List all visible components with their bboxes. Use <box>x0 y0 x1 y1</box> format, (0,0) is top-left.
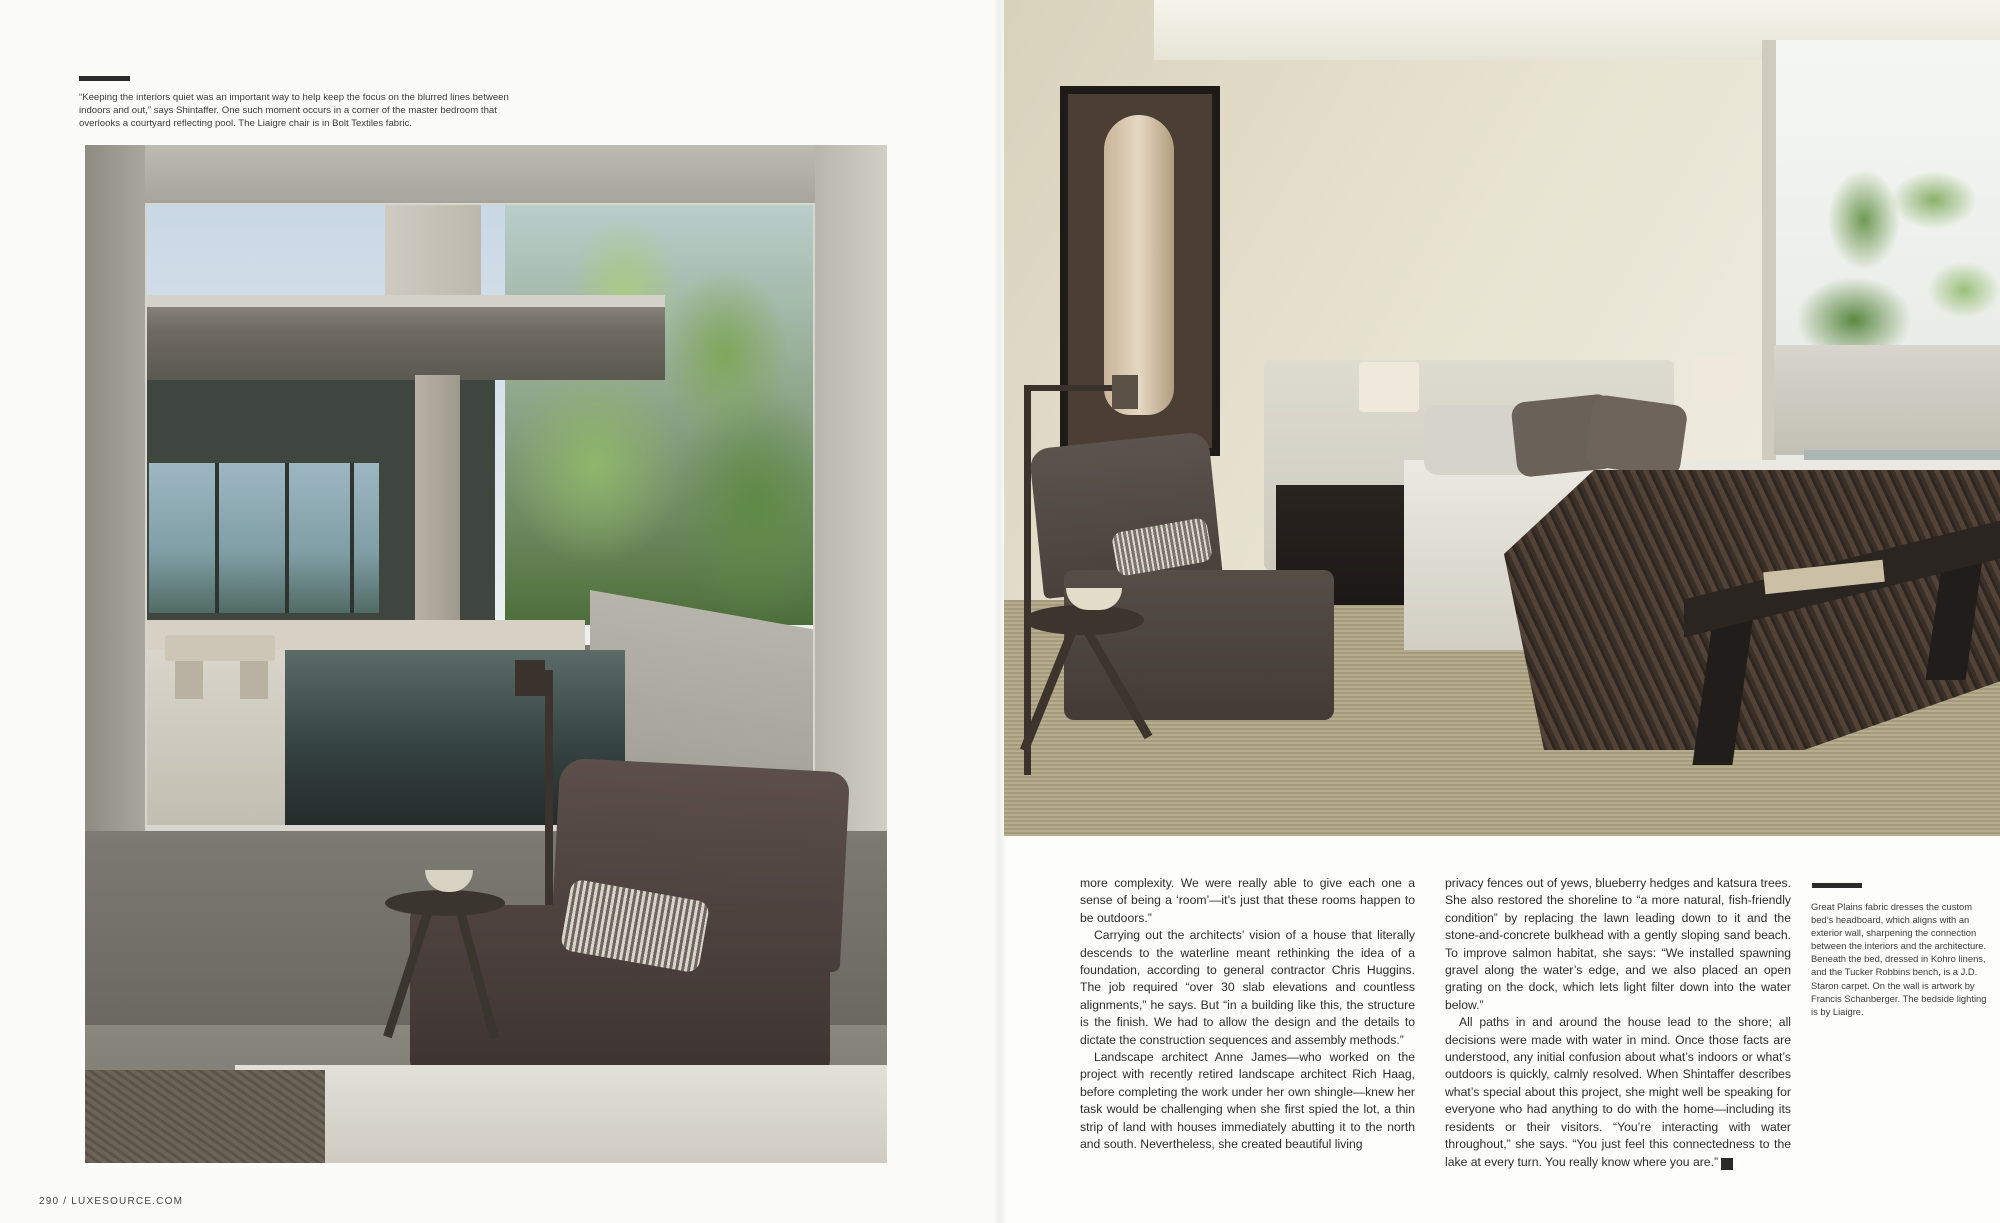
paragraph-text: All paths in and around the house lead to the shore; all decisions were made with water in mind. Once those facts are understood, any initial confusion about what’s indoors or what’s outdoors is quickly, calmly resolved. When Shintaffer describes what’s special about this project, she might well be speaking for everyone who had anything to do with the home—including its residents or their visitors. “You’re interacting with water throughout,” she says. “You just feel this connectedness to the lake at every turn. You really know where you are.” <box>1445 1015 1791 1169</box>
paragraph: Landscape architect Anne James—who worked on the project with recently retired landscape architect Rich Haag, before completing the work under her own shingle—knew her task would be challenging when she first spied the lot, a thin strip of land with houses immediately abutting it to the north and south. Nevertheless, she created beautiful living <box>1080 1050 1415 1152</box>
bedside-lamp <box>1694 355 1739 400</box>
wall-soffit <box>85 145 887 203</box>
folio-separator: / <box>63 1196 68 1207</box>
window-frame <box>141 199 819 831</box>
article-column-1 <box>1080 875 1415 1154</box>
paragraph-final <box>1445 1014 1791 1171</box>
floor-lamp <box>545 670 553 920</box>
bed-corner <box>235 1065 887 1163</box>
exterior-concrete-wall <box>1774 345 2000 455</box>
ivy <box>1794 140 2000 360</box>
throw-blanket <box>85 1070 325 1163</box>
photo-caption-right: Great Plains fabric dresses the custom bed’s headboard, which aligns with an exterior wall, sharpening the connection between the interiors and the architecture. Beneath the bed, dressed in Kohro linens, and the Tucker Robbins bench, is a J.D. Staron carpet. On the wall is artwork by Francis Schanberger. The bedside lighting is by Liaigre. <box>1811 901 1987 1017</box>
master-bedroom-photo <box>1004 0 2000 836</box>
caption-rule <box>1812 883 1862 888</box>
end-mark-icon: L <box>1721 1158 1733 1170</box>
folio-site: LUXESOURCE.COM <box>71 1196 184 1207</box>
folio <box>39 1196 183 1207</box>
pillow <box>1584 394 1688 479</box>
paragraph: more complexity. We were really able to give each one a sense of being a ‘room’—it’s just that these rooms happen to be outdoors.” <box>1080 876 1415 925</box>
bedside-lamp <box>1359 362 1419 412</box>
page-number: 290 <box>39 1196 60 1207</box>
courtyard-bedroom-photo <box>85 145 887 1163</box>
artwork-figure <box>1104 115 1174 415</box>
lamp-head <box>515 660 545 696</box>
article-column-2 <box>1445 875 1791 1171</box>
caption-rule <box>79 76 130 81</box>
photo-caption-left: “Keeping the interiors quiet was an important way to help keep the focus on the blurred lines between indoors and out,” says Shintaffer. One such moment occurs in a corner of the master bedroom that overlooks a courtyard reflecting pool. The Liaigre chair is in Bolt Textiles fabric. <box>79 92 509 130</box>
floor-lamp-head <box>1112 375 1138 409</box>
paragraph: privacy fences out of yews, blueberry hedges and katsura trees. She also restored the shoreline to “a more natural, fish-friendly condition” by replacing the lawn leading down to it and the stone-and-concrete bulkhead with a gently sloping sand beach. To improve salmon habitat, she says: “We installed spawning gravel along the water’s edge, and we also placed an open grating on the dock, which lets light filter down into the water below.” <box>1445 876 1791 1012</box>
floor-lamp <box>1024 385 1031 775</box>
side-table <box>385 890 505 916</box>
paragraph: Carrying out the architects’ vision of a house that literally descends to the waterline meant rethinking the idea of a foundation, according to general contractor Chris Huggins. The job required “over 30 slab elevations and countless alignments,” he says. But “in a building like this, the structure is the finish. We had to allow the design and the details to dictate the construction sequences and assembly methods.” <box>1080 928 1415 1047</box>
